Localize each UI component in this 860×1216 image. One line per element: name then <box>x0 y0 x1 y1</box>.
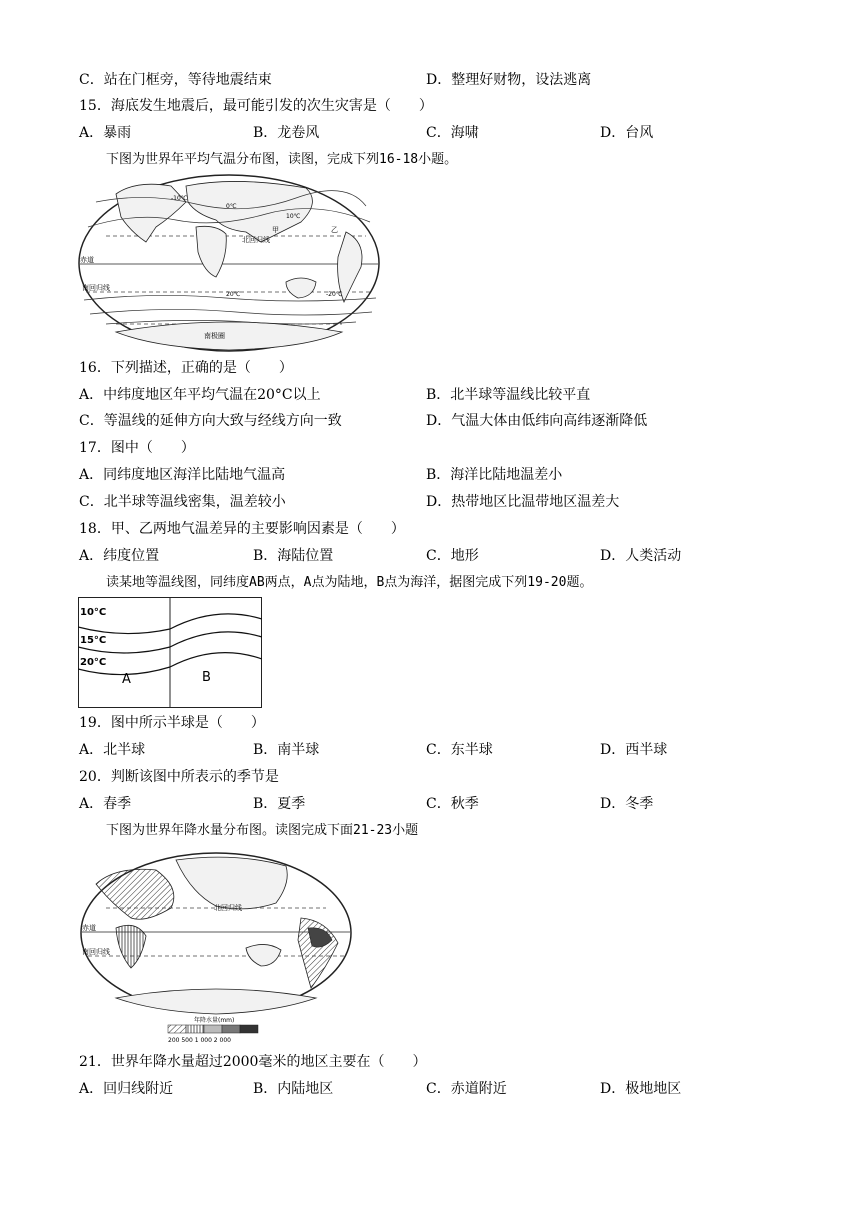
q16-stem: 16．下列描述，正确的是（ ） <box>79 360 293 376</box>
q16-option-d: D．气温大体由低纬向高纬逐渐降低 <box>426 413 648 429</box>
q21-option-a: A．回归线附近 <box>79 1081 174 1097</box>
label-jia: 甲 <box>272 226 279 234</box>
q21-option-c: C．赤道附近 <box>426 1081 507 1097</box>
label-15c: 15°C <box>80 635 107 646</box>
q17-option-c: C．北半球等温线密集，温差较小 <box>79 494 286 510</box>
legend-swatch-1 <box>168 1025 186 1033</box>
q21-stem: 21．世界年降水量超过2000毫米的地区主要在（ ） <box>79 1054 427 1070</box>
q17-option-b: B．海洋比陆地温差小 <box>426 467 563 483</box>
label-10c: 10°C <box>80 607 107 618</box>
q20-option-b: B．夏季 <box>253 796 306 812</box>
q15-option-d: D．台风 <box>600 125 654 141</box>
q18-option-c: C．地形 <box>426 548 479 564</box>
intro-16-18: 下图为世界年平均气温分布图，读图，完成下列16-18小题。 <box>106 152 458 167</box>
intro-19-20: 读某地等温线图，同纬度AB两点，A点为陆地，B点为海洋，据图完成下列19-20题。 <box>106 575 593 590</box>
q20-option-c: C．秋季 <box>426 796 479 812</box>
q14-option-c: C．站在门框旁，等待地震结束 <box>79 72 272 88</box>
q16-option-b: B．北半球等温线比较平直 <box>426 387 591 403</box>
q19-option-a: A．北半球 <box>79 742 146 758</box>
label-m20c: -20℃ <box>326 291 343 298</box>
label-20c: 20°C <box>80 657 107 668</box>
q16-option-a: A．中纬度地区年平均气温在20°C以上 <box>79 387 321 403</box>
legend-ticks: 200 500 1 000 2 000 <box>168 1037 231 1044</box>
q18-option-d: D．人类活动 <box>600 548 682 564</box>
legend-swatch-3 <box>204 1025 222 1033</box>
q17-option-a: A．同纬度地区海洋比陆地气温高 <box>79 467 286 483</box>
label-b: B <box>202 670 211 685</box>
q16-option-c: C．等温线的延伸方向大致与经线方向一致 <box>79 413 342 429</box>
world-temperature-map <box>76 172 382 354</box>
q18-option-b: B．海陆位置 <box>253 548 334 564</box>
isotherm-diagram <box>78 597 262 708</box>
q15-stem: 15．海底发生地震后，最可能引发的次生灾害是（ ） <box>79 98 433 114</box>
q20-option-d: D．冬季 <box>600 796 654 812</box>
q19-stem: 19．图中所示半球是（ ） <box>79 715 265 731</box>
q21-option-d: D．极地地区 <box>600 1081 682 1097</box>
legend-swatch-4 <box>222 1025 240 1033</box>
q18-option-a: A．纬度位置 <box>79 548 160 564</box>
label-0c: 0℃ <box>226 203 237 210</box>
label-tropic-north: 北回归线 <box>242 236 270 244</box>
q19-option-c: C．东半球 <box>426 742 493 758</box>
label-10c: 10℃ <box>286 213 301 220</box>
legend-swatch-5 <box>240 1025 258 1033</box>
legend-title: 年降水量(mm) <box>194 1017 235 1024</box>
q21-option-b: B．内陆地区 <box>253 1081 334 1097</box>
label-equator: 赤道 <box>82 924 96 932</box>
label-equator: 赤道 <box>80 256 94 264</box>
q15-option-a: A．暴雨 <box>79 125 132 141</box>
label-a: A <box>122 672 131 687</box>
legend-swatch-2 <box>186 1025 204 1033</box>
label-tropic-south: 南回归线 <box>82 284 110 292</box>
q15-option-c: C．海啸 <box>426 125 479 141</box>
q17-option-d: D．热带地区比温带地区温差大 <box>426 494 620 510</box>
q17-stem: 17．图中（ ） <box>79 440 195 456</box>
q18-stem: 18．甲、乙两地气温差异的主要影响因素是（ ） <box>79 521 405 537</box>
q20-option-a: A．春季 <box>79 796 132 812</box>
label-m10c: -10℃ <box>171 195 188 202</box>
intro-21-23: 下图为世界年降水量分布图。读图完成下面21-23小题 <box>106 823 419 838</box>
label-tropic-north: 北回归线 <box>214 904 242 912</box>
world-precipitation-map <box>76 848 356 1048</box>
label-tropic-south: 南回归线 <box>82 948 110 956</box>
q20-stem: 20．判断该图中所表示的季节是 <box>79 769 279 785</box>
q14-option-d: D．整理好财物，设法逃离 <box>426 72 592 88</box>
q15-option-b: B．龙卷风 <box>253 125 320 141</box>
q19-option-d: D．西半球 <box>600 742 668 758</box>
q19-option-b: B．南半球 <box>253 742 320 758</box>
label-antarctic-circle: 南极圈 <box>204 332 225 340</box>
label-20c: 20℃ <box>226 291 241 298</box>
label-yi: 乙 <box>331 226 338 234</box>
